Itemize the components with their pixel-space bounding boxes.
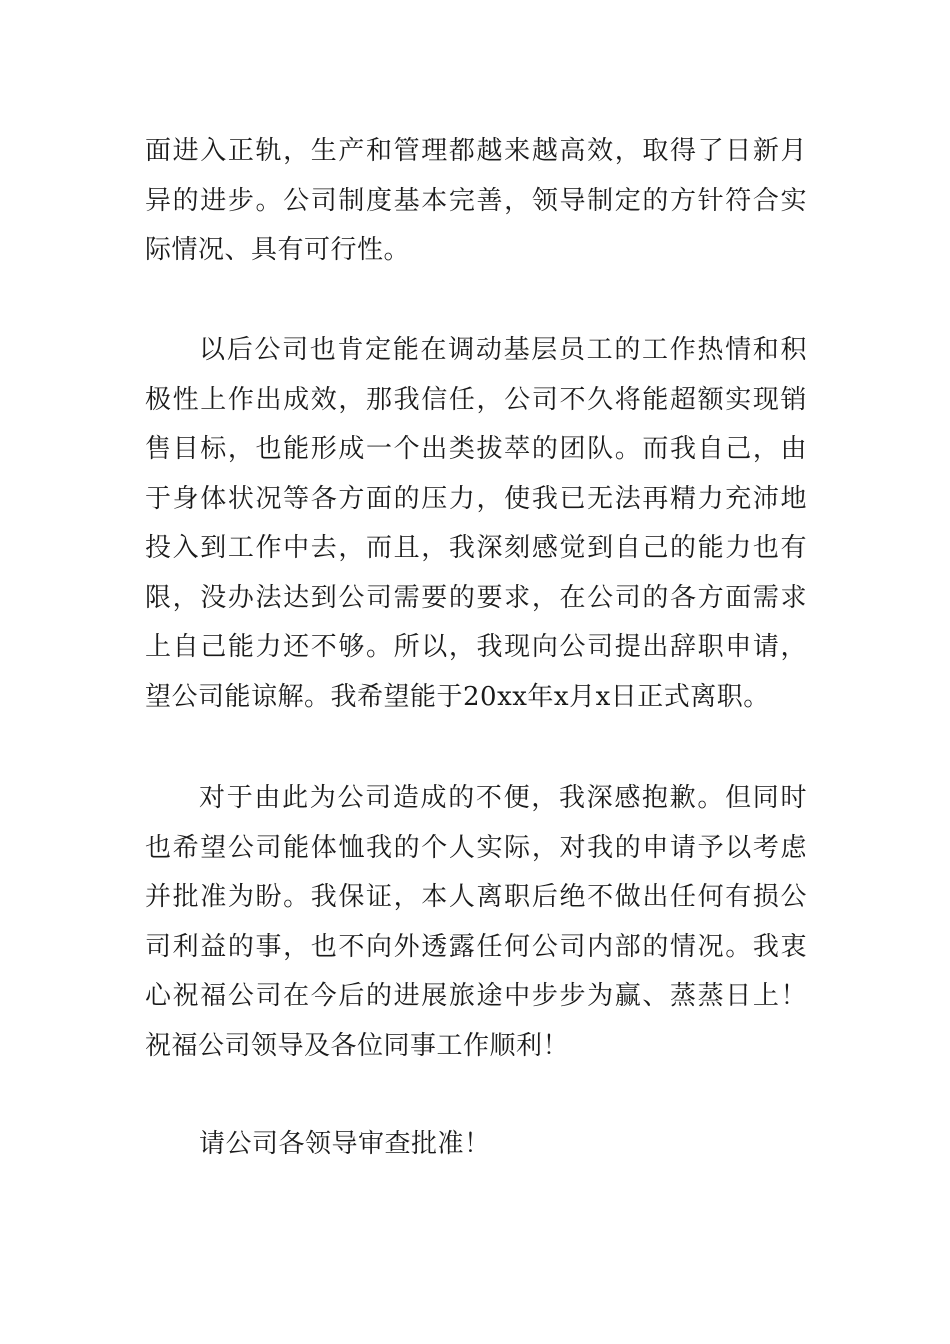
paragraph-request-approval: 请公司各领导审查批准！ (199, 1129, 491, 1159)
paragraph-apology-wishes: 对于由此为公司造成的不便，我深感抱歉。但同时也希望公司能体恤我的个人实际，对我的申请予以考虑并批准为盼。我保证，本人离职后绝不做出任何有损公司利益的事，也不向外透露任何公司内部的情况。我衷心祝福公司在今后的进展旅途中步步为赢、蒸蒸日上！祝福公司领导及各位同事工作顺利！ (145, 783, 807, 1061)
paragraph-resignation-reason: 以后公司也肯定能在调动基层员工的工作热情和积极性上作出成效，那我信任，公司不久将能超额实现销售目标，也能形成一个出类拔萃的团队。而我自己，由于身体状况等各方面的压力，使我已无法再精力充沛地投入到工作中去，而且，我深刻感觉到自己的能力也有限，没办法达到公司需要的要求，在公司的各方面需求上自己能力还不够。所以，我现向公司提出辞职申请，望公司能谅解。我希望能于20xx年x月x日正式离职。 (145, 335, 807, 712)
paragraph-continuation: 面进入正轨，生产和管理都越来越高效，取得了日新月异的进步。公司制度基本完善，领导制定的方针符合实际情况、具有可行性。 (145, 136, 807, 265)
